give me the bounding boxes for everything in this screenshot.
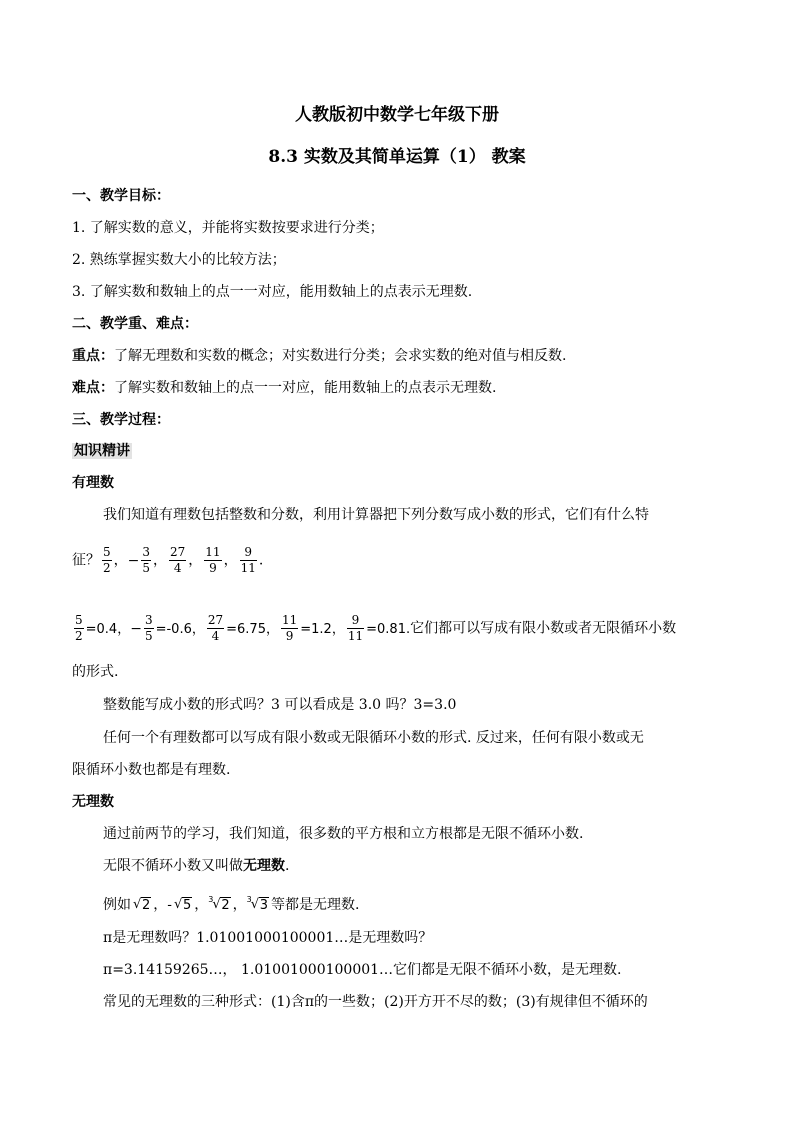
radicand: 5: [182, 898, 192, 913]
sqrt-symbol: √: [133, 897, 142, 912]
difficulty-label: 难点：: [72, 380, 114, 396]
fraction-denominator: 5: [144, 629, 153, 643]
root-list: √ 2 ，- √ 5 ，$^3$ √ 2 ，$^3$ √ 3: [131, 897, 271, 913]
fraction-denominator: 4: [211, 629, 220, 643]
radicand: 2: [142, 898, 151, 913]
fraction-numerator: 9: [347, 613, 364, 629]
paragraph: π是无理数吗？1.01001000100001…是无理数吗？: [103, 930, 433, 946]
fraction-numerator: 3: [144, 613, 153, 627]
fraction-numerator: 3: [142, 545, 151, 559]
fraction: [167, 545, 188, 575]
subheading-rational: 有理数: [72, 475, 114, 491]
fraction-sign: −: [130, 620, 142, 637]
difficulty-line: [72, 378, 496, 398]
example-prefix: 例如: [103, 897, 131, 913]
fraction-results: [72, 613, 411, 643]
knowledge-tag-line: [72, 441, 132, 461]
fraction-denominator: 11: [347, 629, 364, 643]
paragraph: 常见的无理数的三种形式：(1)含π的一些数；(2)开方开不尽的数；(3)有规律但不循环的: [103, 994, 648, 1010]
paragraph: 的形式.: [72, 664, 119, 680]
sqrt-symbol: √: [173, 897, 183, 912]
fraction-result: =6.75，: [226, 621, 279, 637]
fraction-numerator: 27: [207, 613, 224, 627]
fraction: [100, 545, 114, 575]
paragraph: 我们知道有理数包括整数和分数，利用计算器把下列分数写成小数的形式，它们有什么特: [103, 507, 649, 523]
fraction-denominator: 5: [142, 561, 151, 575]
fraction-numerator: 5: [75, 613, 83, 627]
fraction-denominator: 2: [75, 629, 83, 643]
fraction-denominator: 9: [209, 561, 217, 575]
fraction-sign: −: [127, 552, 140, 569]
fraction: [130, 613, 155, 643]
section-heading-goals: 一、教学目标：: [72, 188, 170, 204]
fraction-numerator: 27: [170, 545, 186, 559]
definition-line: [103, 856, 289, 876]
fraction-numerator: 11: [281, 613, 298, 627]
radical-expression: [131, 898, 153, 913]
subheading-irrational: 无理数: [72, 794, 114, 810]
sqrt-symbol: √: [212, 897, 221, 912]
radical-index: 3: [208, 895, 214, 904]
fraction: [72, 613, 86, 643]
paragraph: π=3.14159265…， 1.01001000100001…它们都是无限不循环小数，是无理数.: [103, 962, 622, 978]
knowledge-tag: 知识精讲: [74, 443, 130, 459]
fraction-denominator: 4: [173, 561, 182, 575]
fraction-result: =-0.6，: [155, 621, 205, 637]
paragraph: 它们都可以写成有限小数或者无限循环小数: [410, 620, 677, 637]
definition-term: 无理数: [243, 858, 285, 874]
fraction-denominator: 2: [103, 561, 111, 575]
definition-prefix: 无限不循环小数又叫做: [103, 858, 243, 874]
fraction: [127, 545, 153, 575]
document-title: 人教版初中数学七年级下册: [295, 105, 499, 125]
section-heading-process: 三、教学过程：: [72, 412, 170, 428]
fraction-result: =1.2，: [300, 621, 345, 637]
fraction-list: $\frac{5}{2}$ ，− $\frac{3}{5}$ ， $\frac{27}{4}$ ， $\frac{11}{9}$ ， $\frac{9}{11}$ .: [100, 553, 263, 569]
fraction-results-line: [72, 613, 676, 644]
goal-item: 1. 了解实数的意义，并能将实数按要求进行分类；: [72, 220, 384, 236]
fraction-denominator: 11: [240, 561, 256, 575]
fraction: [205, 613, 226, 643]
sqrt-symbol: √: [250, 897, 260, 912]
radical-expression: [208, 895, 232, 913]
section-heading-keypoints: 二、教学重、难点：: [72, 316, 198, 332]
paragraph: 任何一个有理数都可以写成有限小数或无限循环小数的形式. 反过来，任何有限小数或无: [103, 730, 644, 746]
radical-expression: [246, 895, 271, 913]
fraction: [345, 613, 366, 643]
fraction-list-line: [72, 545, 263, 576]
key-point-line: [72, 346, 566, 366]
key-label: 重点：: [72, 348, 114, 364]
difficulty-text: 了解实数和数轴上的点一一对应，能用数轴上的点表示无理数.: [114, 380, 497, 396]
radical-index: 3: [246, 895, 252, 904]
paragraph: 整数能写成小数的形式吗？3 可以看成是 3.0 吗？3=3.0: [103, 697, 457, 713]
radical-expression: [167, 898, 194, 913]
fraction-denominator: 9: [285, 629, 294, 643]
goal-item: 3. 了解实数和数轴上的点一一对应，能用数轴上的点表示无理数.: [72, 284, 473, 300]
radical-sign-prefix: -: [167, 898, 172, 913]
fraction-result: =0.4，: [85, 621, 131, 637]
paragraph-prefix: 征？: [72, 552, 100, 569]
definition-suffix: .: [285, 858, 290, 874]
paragraph: 通过前两节的学习，我们知道，很多数的平方根和立方根都是无限不循环小数.: [103, 826, 584, 842]
fraction: [202, 545, 223, 575]
radicand: 2: [221, 898, 230, 913]
radicand: 3: [259, 898, 269, 913]
fraction: [238, 545, 259, 575]
fraction-numerator: 11: [205, 545, 221, 559]
example-roots-line: [103, 890, 359, 916]
fraction: [279, 613, 300, 643]
example-suffix: 等都是无理数.: [271, 897, 360, 913]
goal-item: 2. 熟练掌握实数大小的比较方法；: [72, 252, 286, 268]
lesson-title: 8.3 实数及其简单运算（1） 教案: [268, 147, 526, 167]
fraction-result: =0.81.: [366, 621, 411, 637]
fraction-numerator: 5: [103, 545, 111, 559]
paragraph: 限循环小数也都是有理数.: [72, 762, 231, 778]
fraction-numerator: 9: [240, 545, 257, 561]
key-text: 了解无理数和实数的概念；对实数进行分类；会求实数的绝对值与相反数.: [114, 348, 567, 364]
